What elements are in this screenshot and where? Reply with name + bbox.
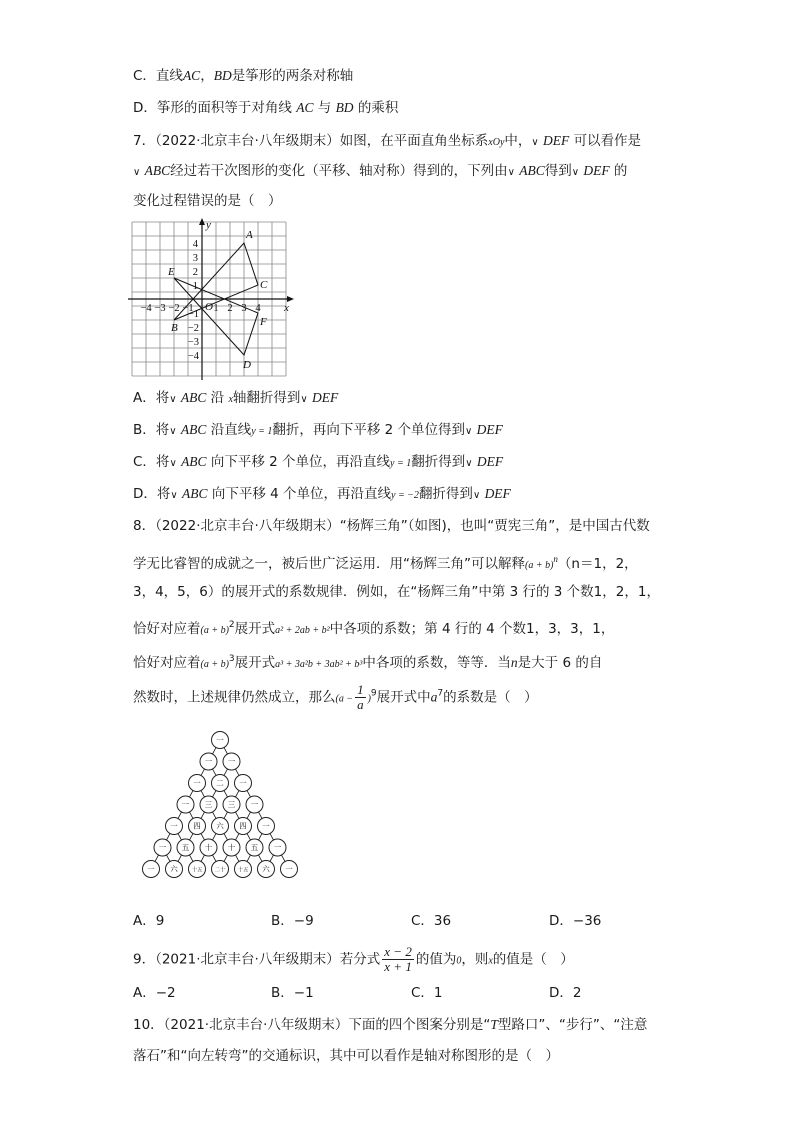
x-axis-label: x [284, 302, 289, 314]
point-f-label: F [260, 316, 267, 328]
x-tick: −2 [168, 303, 180, 314]
triangle-node-label: 三 [204, 800, 213, 810]
y-tick: 3 [192, 253, 198, 264]
triangle-node-label: 一 [273, 843, 282, 853]
triangle-node-label: 一 [170, 821, 178, 831]
q7-option-b: B．将∨ ABC 沿直线y = 1翻折，再向下平移 2 个单位得到∨ DEF [133, 422, 503, 438]
q7-option-d: D．将∨ ABC 向下平移 4 个单位，再沿直线y = −2翻折得到∨ DEF [133, 486, 511, 502]
triangle-node-label: 十 [204, 843, 213, 853]
q7-stem-line1: 7．（2022·北京丰台·八年级期末）如图，在平面直角坐标系xOy中，∨ DEF 可以看作是 [133, 133, 642, 149]
y-tick: −3 [187, 337, 199, 348]
q7-stem-line2: ∨ ABC经过若干次图形的变化（平移、轴对称）得到的，下列由∨ ABC得到∨ DEF 的 [133, 163, 628, 179]
triangle-node-label: 一 [285, 864, 293, 874]
y-tick: 4 [192, 239, 198, 250]
y-tick: 1 [192, 281, 198, 292]
triangle-node-label: 一 [250, 800, 259, 810]
triangle-node-label: 十五 [191, 867, 203, 874]
q9-option-a: A．−2 [133, 985, 176, 1001]
q8-stem-line4: 恰好对应着$(a + b)^2$展开式a² + 2ab + b²中各项的系数；第 4 行的 4 个数1，3，3，1， [133, 620, 615, 637]
triangle-node-label: 六 [262, 864, 270, 874]
x-tick: 3 [241, 303, 247, 314]
q8-option-b: B．−9 [271, 913, 314, 929]
q9-option-b: B．−1 [271, 985, 314, 1001]
point-b-label: B [171, 322, 178, 334]
triangle-node-label: 四 [193, 821, 201, 831]
x-tick: 4 [255, 303, 261, 314]
q10-stem-line1: 10．（2021·北京丰台·八年级期末）下面的四个图案分别是“T型路口”、“步行”、“注意 [133, 1017, 648, 1033]
triangle-node-label: 一 [204, 757, 213, 767]
x-tick: −1 [182, 303, 194, 314]
axes [128, 218, 294, 380]
triangle-node-label: 五 [181, 843, 190, 853]
q8-stem-line3: 3，4，5，6）的展开式的系数规律．例如，在“杨辉三角”中第 3 行的 3 个数1，2，1， [133, 584, 660, 600]
q7-option-a: A．将∨ ABC 沿 x轴翻折得到∨ DEF [133, 390, 339, 406]
q8-option-a: A．9 [133, 913, 165, 929]
q10-stem-line2: 落石”和“向左转弯”的交通标识，其中可以看作是轴对称图形的是（ ） [133, 1048, 559, 1064]
triangle-node-label: 一 [158, 843, 167, 853]
triangle-node-label: 六 [170, 864, 178, 874]
triangle-node-label: 二 [216, 778, 224, 788]
q8-option-d: D．−36 [549, 913, 602, 929]
x-tick: −4 [140, 303, 152, 314]
q6-option-c: C．直线AC，BD是筝形的两条对称轴 [133, 68, 354, 84]
q8-option-c: C．36 [411, 913, 452, 929]
triangle-node-label: 一 [262, 821, 270, 831]
q9-option-d: D．2 [549, 985, 582, 1001]
q6-option-d: D．筝形的面积等于对角线 AC 与 BD 的乘积 [133, 100, 399, 116]
triangle-node-label: 一 [216, 735, 224, 745]
triangle-node-label: 一 [227, 757, 236, 767]
point-e-label: E [168, 266, 175, 278]
x-tick: 1 [213, 303, 219, 314]
y-tick: 2 [192, 267, 198, 278]
q9-stem: 9．（2021·北京丰台·八年级期末）若分式 $\frac{x - 2}{x + 1}$ 的值为0，则x的值是（ ） [133, 944, 574, 974]
point-d-label: D [243, 359, 251, 371]
triangle-node-label: 六 [216, 821, 224, 831]
y-tick: −1 [187, 309, 199, 320]
origin-label: O [205, 301, 213, 313]
y-tick: −2 [187, 323, 199, 334]
triangle-node-label: 十五 [237, 867, 249, 874]
triangle-node-label: 一 [193, 778, 201, 788]
triangle-node-label: 一 [239, 778, 247, 788]
q7-stem-line3: 变化过程错误的是（ ） [133, 193, 282, 209]
yanghui-triangle-figure [140, 728, 300, 888]
triangle-node-label: 一 [147, 864, 155, 874]
q8-stem-line6: 然数时，上述规律仍然成立，那么(a − $\frac{1}{a}$ )$^9$展开式中$a^7$的系数是（ ） [133, 682, 538, 712]
triangle-node-label: 二十 [214, 867, 226, 874]
point-c-label: C [260, 279, 268, 291]
x-tick: −3 [154, 303, 166, 314]
triangle-node-label: 四 [239, 821, 247, 831]
point-a-label: A [246, 229, 253, 241]
triangle-node-label: 三 [227, 800, 236, 810]
q7-option-c: C．将∨ ABC 向下平移 2 个单位，再沿直线y = 1翻折得到∨ DEF [133, 454, 504, 470]
q7-coordinate-figure [128, 218, 298, 380]
q8-stem-line5: 恰好对应着$(a + b)^3$展开式a³ + 3a²b + 3ab² + b³中各项的系数，等等．当n是大于 6 的自 [133, 654, 603, 671]
q8-stem-line1: 8．（2022·北京丰台·八年级期末）“杨辉三角”（如图)，也叫“贾宪三角”，是中国古代数 [133, 518, 650, 534]
triangle-node-label: 十 [227, 843, 236, 853]
triangle-node-label: 五 [250, 843, 259, 853]
q8-stem-line2: 学无比睿智的成就之一，被后世广泛运用．用“杨辉三角”可以解释$(a + b)^n(n=1$，2， [133, 554, 638, 572]
triangle-node-label: 一 [181, 800, 190, 810]
q9-option-c: C．1 [411, 985, 443, 1001]
y-tick: −4 [187, 351, 199, 362]
y-axis-label: y [206, 219, 211, 231]
x-tick: 2 [227, 303, 233, 314]
